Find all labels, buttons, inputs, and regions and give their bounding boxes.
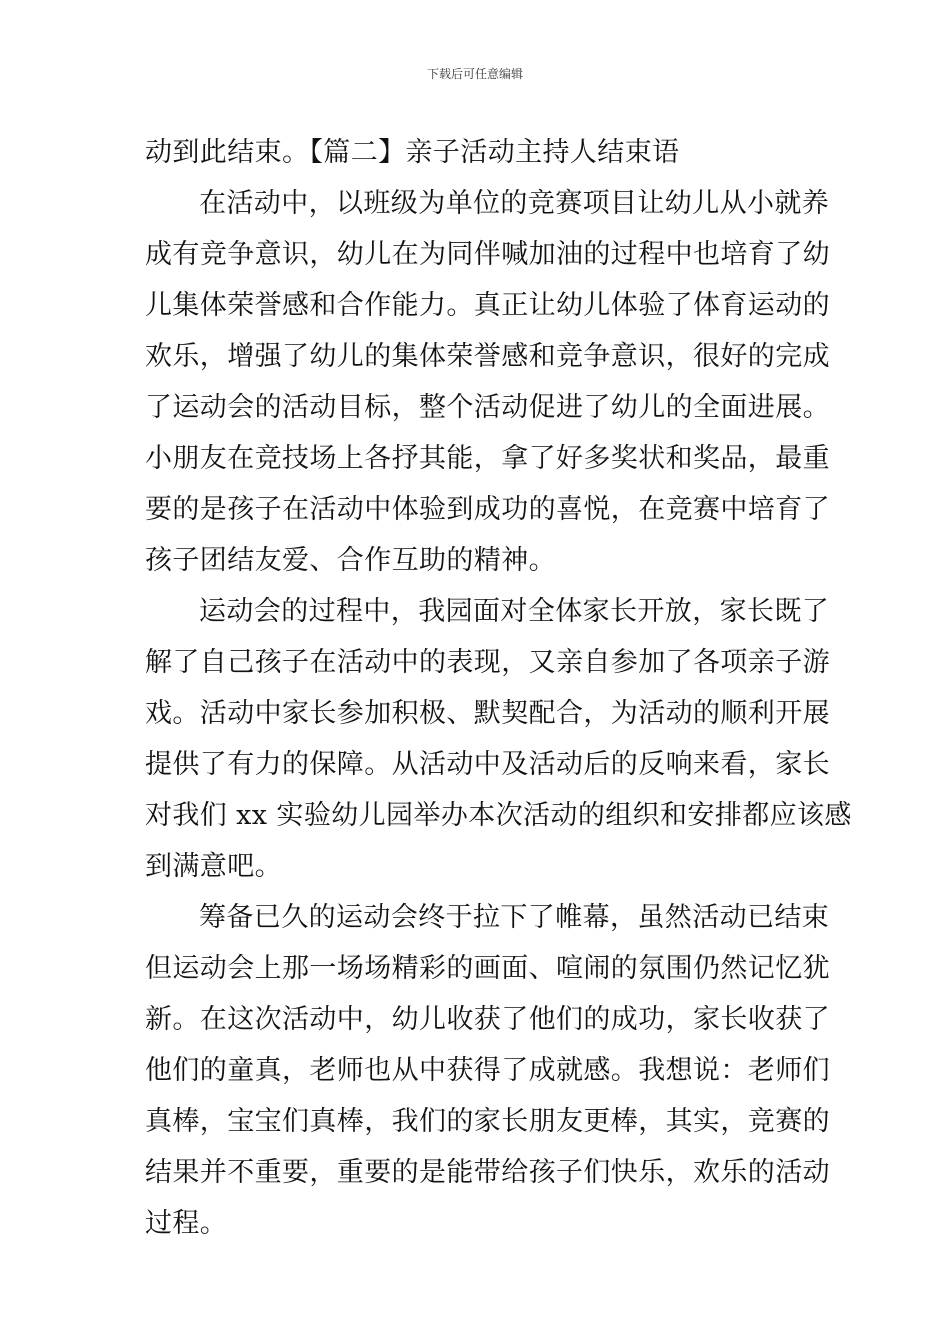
text-line-7: 小朋友在竞技场上各抒其能，拿了好多奖状和奖品，最重 — [145, 443, 830, 474]
text-line-2: 在活动中，以班级为单位的竞赛项目让幼儿从小就养 — [199, 188, 830, 219]
text-line-11: 解了自己孩子在活动中的表现，又亲自参加了各项亲子游 — [145, 647, 830, 678]
text-line-18: 新。在这次活动中，幼儿收获了他们的成功，家长收获了 — [145, 1004, 830, 1035]
text-line-21: 结果并不重要，重要的是能带给孩子们快乐，欢乐的活动 — [145, 1157, 830, 1188]
text-line-9: 孩子团结友爱、合作互助的精神。 — [145, 545, 556, 576]
text-line-22: 过程。 — [145, 1208, 228, 1239]
text-line-8: 要的是孩子在活动中体验到成功的喜悦，在竞赛中培育了 — [145, 494, 830, 525]
text-line-20: 真棒，宝宝们真棒，我们的家长朋友更棒，其实，竞赛的 — [145, 1106, 830, 1137]
text-line-19: 他们的童真，老师也从中获得了成就感。我想说：老师们 — [145, 1055, 830, 1086]
document-body — [145, 127, 852, 1249]
page-header: 下载后可任意编辑 — [426, 67, 523, 81]
text-line-10: 运动会的过程中，我园面对全体家长开放，家长既了 — [199, 596, 830, 627]
text-line-15: 到满意吧。 — [145, 851, 282, 882]
text-line-1: 动到此结束。【篇二】亲子活动主持人结束语 — [145, 137, 680, 168]
text-line-4: 儿集体荣誉感和合作能力。真正让幼儿体验了体育运动的 — [145, 290, 830, 321]
text-line-6: 了运动会的活动目标，整个活动促进了幼儿的全面进展。 — [145, 392, 830, 423]
text-line-17: 但运动会上那一场场精彩的画面、喧闹的氛围仍然记忆犹 — [145, 953, 830, 984]
text-line-3: 成有竞争意识，幼儿在为同伴喊加油的过程中也培育了幼 — [145, 239, 830, 270]
text-line-14: 对我们 xx 实验幼儿园举办本次活动的组织和安排都应该感 — [145, 800, 852, 831]
text-line-5: 欢乐，增强了幼儿的集体荣誉感和竞争意识，很好的完成 — [145, 341, 830, 372]
text-line-12: 戏。活动中家长参加积极、默契配合，为活动的顺利开展 — [145, 698, 830, 729]
text-line-13: 提供了有力的保障。从活动中及活动后的反响来看，家长 — [145, 749, 830, 780]
text-line-16: 筹备已久的运动会终于拉下了帷幕，虽然活动已结束 — [199, 902, 830, 933]
